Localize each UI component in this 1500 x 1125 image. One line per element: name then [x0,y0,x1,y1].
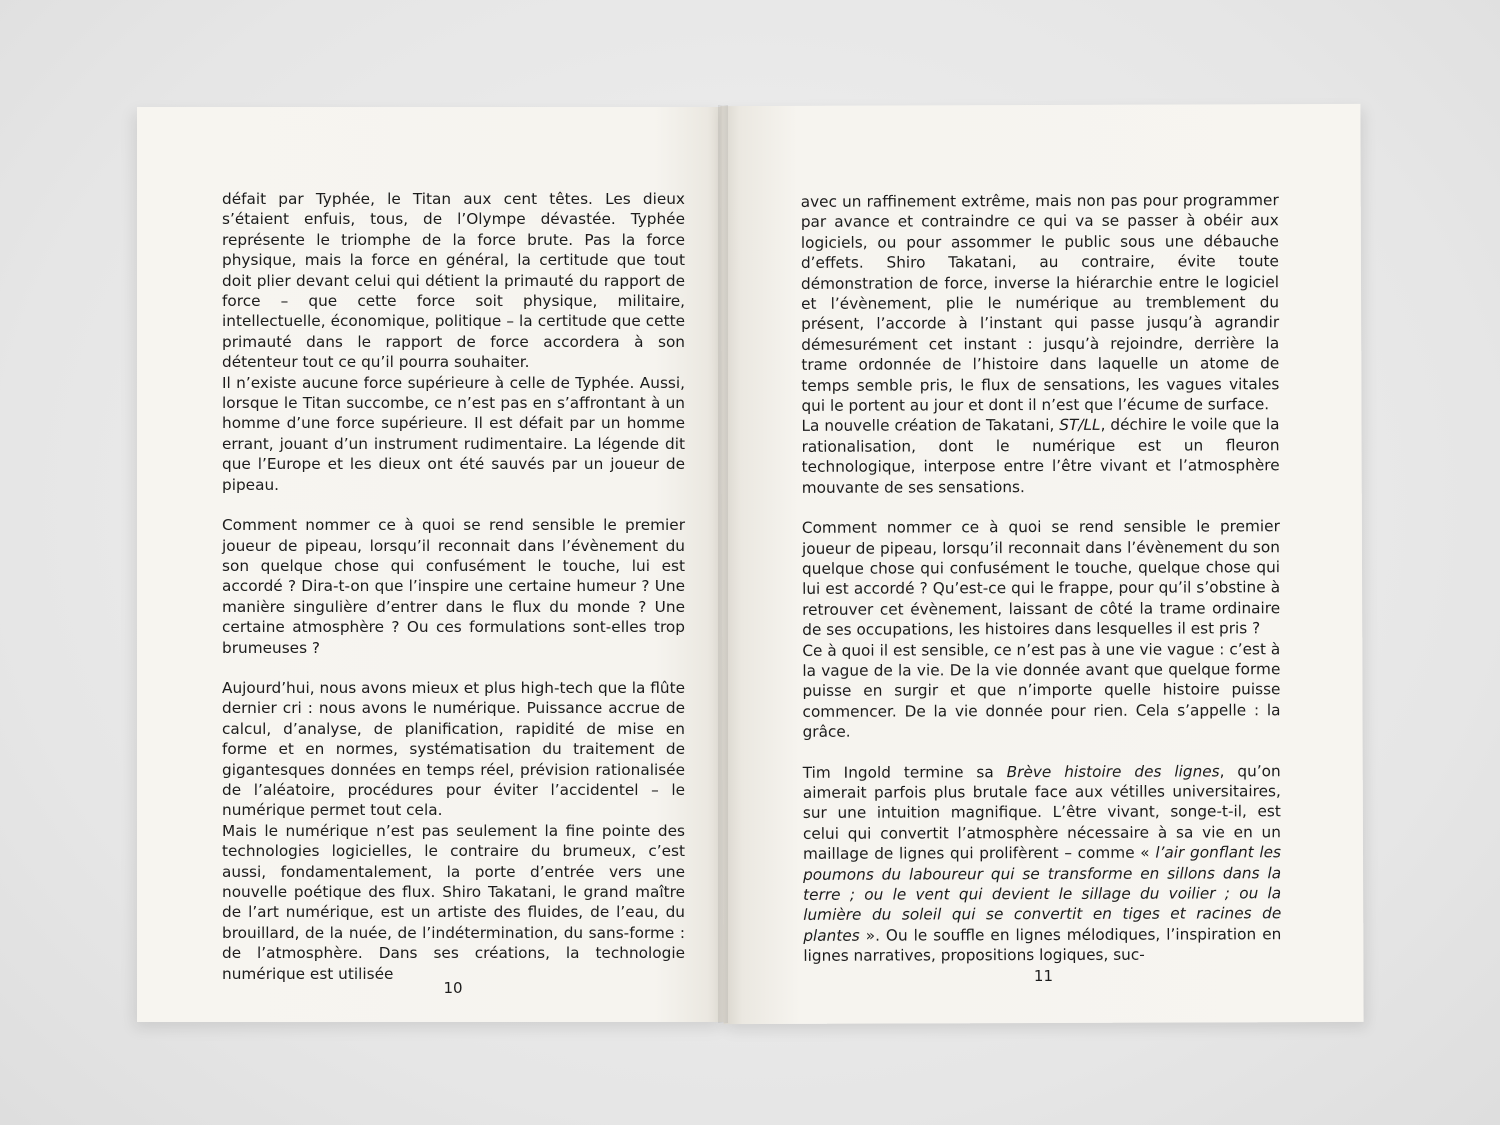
left-page [137,107,725,1022]
left-page-text [222,189,685,984]
right-page-text [801,190,1282,966]
page-number: 11 [1033,966,1054,986]
text-run: Tim Ingold termine sa [802,762,1007,782]
paragraph: Comment nommer ce à quoi se rend sensible le premier joueur de pipeau, lorsqu’il reconnait dans l’évènement du son quelque chose qui confusément le touche, quelque chose qui lui est accordé ? Qu’est-ce qui le frappe, pour qu’il s’obstine à retrouver cet évènement, laissant de côté la trame ordinaire de ses occupations, les histoires dans lesquelles il est pris ? [801,517,1281,639]
page-number: 10 [443,979,463,997]
book-title: Brève histoire des lignes [1006,761,1220,781]
right-page [720,104,1363,1024]
book-gutter [718,105,728,1023]
text-run: , déchire le voile que la rationalisation, dont le numérique est un fleuron technologique, interpose entre l’être vivant et l’atmosphère mouvante de ses sensations. [801,415,1280,497]
text-run: ». Ou le souffle en lignes mélodiques, l’inspiration en lignes narratives, propositions logiques, suc- [803,924,1282,966]
paragraph [801,415,1279,498]
text-run: La nouvelle création de Takatani, [801,416,1060,436]
work-title: ST/LL [1059,416,1101,435]
paragraph: Mais le numérique n’est pas seulement la fine pointe des technologies logicielles, le contraire du brumeux, c’est aussi, fondamentalement, la porte d’entrée vers une nouvelle poétique des flux. Shiro Takatani, le grand maître de l’art numérique, est un artiste des fluides, de l’eau, du brouillard, de la nuée, de l’indétermination, du sans-forme : de l’atmosphère. Dans ses créations, la technologie numérique est utilisée [222,821,685,983]
paragraph [803,761,1282,967]
paragraph: défait par Typhée, le Titan aux cent têtes. Les dieux s’étaient enfuis, tous, de l’Olympe dévastée. Typhée représente le triomphe de la force brute. Pas la force physique, mais la force en général, la certitude que tout doit plier devant celui qui détient la primauté du rapport de force – que cette force soit physique, militaire, intellectuelle, économique, politique – la certitude que cette primauté dans le rapport de force accordera à son détenteur tout ce qu’il pourra souhaiter. [222,190,685,372]
paragraph: avec un raffinement extrême, mais non pas pour programmer par avance et contraindre ce qui va se passer à obéir aux logiciels, ou pour assommer le public sous une débauche d’effets. Shiro Takatani, au contraire, évite toute démonstration de force, inverse la hiérarchie entre le logiciel et l’évènement, plie le numérique au tremblement du présent, l’accorde à l’instant qui passe jusqu’à agrandir démesurément cet instant : jusqu’à rejoindre, derrière la trame ordonnée de l’histoire dans laquelle un atome de temps semble pris, le flux de sensations, les vagues vitales qui le portent au jour et dont il n’est que l’écume de surface. [800,191,1280,415]
text-run: , qu’on aimerait parfois plus brutale face aux vétilles universitaires, sur une intuition magnifique. L’être vivant, songe-t-il, est celui qui convertit l’atmosphère nécessaire à sa vie en un maillage de lignes qui prolifèrent – comme « [802,761,1281,864]
paragraph: Il n’existe aucune force supérieure à celle de Typhée. Aussi, lorsque le Titan succombe, ce n’est pas en s’affrontant à un homme d’une force supérieure. Il est défait par un homme errant, jouant d’un instrument rudimentaire. La légende dit que l’Europe et les dieux ont été sauvés par un joueur de pipeau. [222,373,685,494]
paragraph: Comment nommer ce à quoi se rend sensible le premier joueur de pipeau, lorsqu’il reconnait dans l’évènement du son quelque chose qui confusément le touche, lui est accordé ? Dira-t-on que l’inspire une certaine humeur ? Une manière singulière d’entrer dans le flux du monde ? Une certaine atmosphère ? Ou ces formulations sont-elles trop brumeuses ? [222,516,685,657]
quotation: l’air gonflant les poumons du laboureur qui se transforme en sillons dans la terre ; ou le vent qui devient le sillage du voilier ; ou la lumière du soleil qui se convertit en tiges et racines de plantes [803,843,1282,945]
paragraph: Aujourd’hui, nous avons mieux et plus high-tech que la flûte dernier cri : nous avons le numérique. Puissance accrue de calcul, d’analyse, de planification, rapidité de mise en forme et en normes, systématisation du traitement de gigantesques données en temps réel, prévision rationalisée de l’aléatoire, procédures pour éviter l’accidentel – le numérique permet tout cela. [222,678,685,820]
paragraph: Ce à quoi il est sensible, ce n’est pas à une vie vague : c’est à la vague de la vie. De la vie donnée avant que quelque forme puisse en surgir et que n’importe quelle histoire puisse commencer. De la vie donnée pour rien. Cela s’appelle : la grâce. [802,639,1281,741]
